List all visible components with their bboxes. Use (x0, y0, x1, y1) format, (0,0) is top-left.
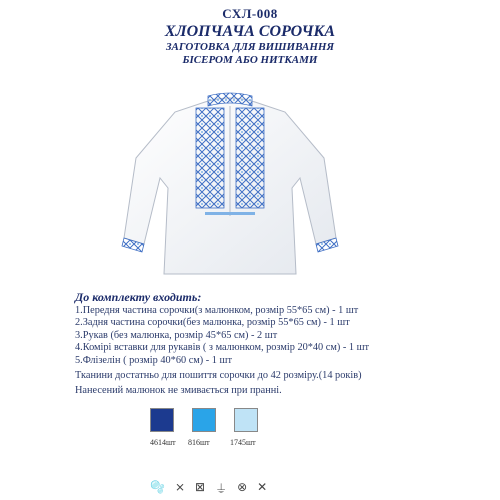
kit-item: 5.Флізелін ( розмір 40*60 см) - 1 шт (75, 354, 232, 366)
no-bleach-icon: ⨯ (174, 480, 186, 494)
care-icons (150, 480, 267, 497)
swatch-pale-blue (234, 408, 258, 432)
kit-item: 4.Комірі вставки для рукавів ( з малюнком, розмір 20*40 см) - 1 шт (75, 342, 369, 354)
header (0, 6, 500, 67)
swatch-label: 4614шт (150, 438, 176, 447)
no-dry-clean-icon: ⊗ (237, 480, 248, 494)
kit-list (75, 305, 495, 367)
shirt-image (110, 88, 350, 278)
shirt-illustration (110, 88, 350, 278)
product-code: СХЛ-008 (222, 6, 278, 21)
swatch-light-blue (192, 408, 216, 432)
fabric-note: Тканини достатньо для пошиття сорочки до 42 розміру.(14 років) (75, 370, 362, 381)
swatch-label: 816шт (188, 438, 210, 447)
wash-note: Нанесений малюнок не змивається при пранні. (75, 385, 282, 396)
swatch-dark-blue (150, 408, 174, 432)
kit-heading: До комплекту входить: (75, 290, 202, 304)
product-title: ХЛОПЧАЧА СОРОЧКА (164, 23, 336, 40)
swatch-label: 1745шт (230, 438, 256, 447)
no-tumble-dry-icon: ⊠ (195, 480, 206, 494)
kit-item: 3.Рукав (без малюнка, розмір 45*65 см) - 2 шт (75, 329, 278, 341)
kit-item: 1.Передня частина сорочки(з малюнком, розмір 55*65 см) - 1 шт (75, 305, 359, 316)
product-subtitle-line2: БІСЕРОМ АБО НИТКАМИ (182, 54, 318, 66)
kit-item: 2.Задня частина сорочки(без малюнка, розмір 55*65 см) - 1 шт (75, 317, 350, 329)
wash-40-icon: 🫧 (150, 480, 165, 494)
no-wring-icon: ✕ (257, 480, 268, 494)
product-subtitle-line1: ЗАГОТОВКА ДЛЯ ВИШИВАННЯ (165, 41, 335, 53)
iron-icon: ⏚ (215, 482, 228, 496)
